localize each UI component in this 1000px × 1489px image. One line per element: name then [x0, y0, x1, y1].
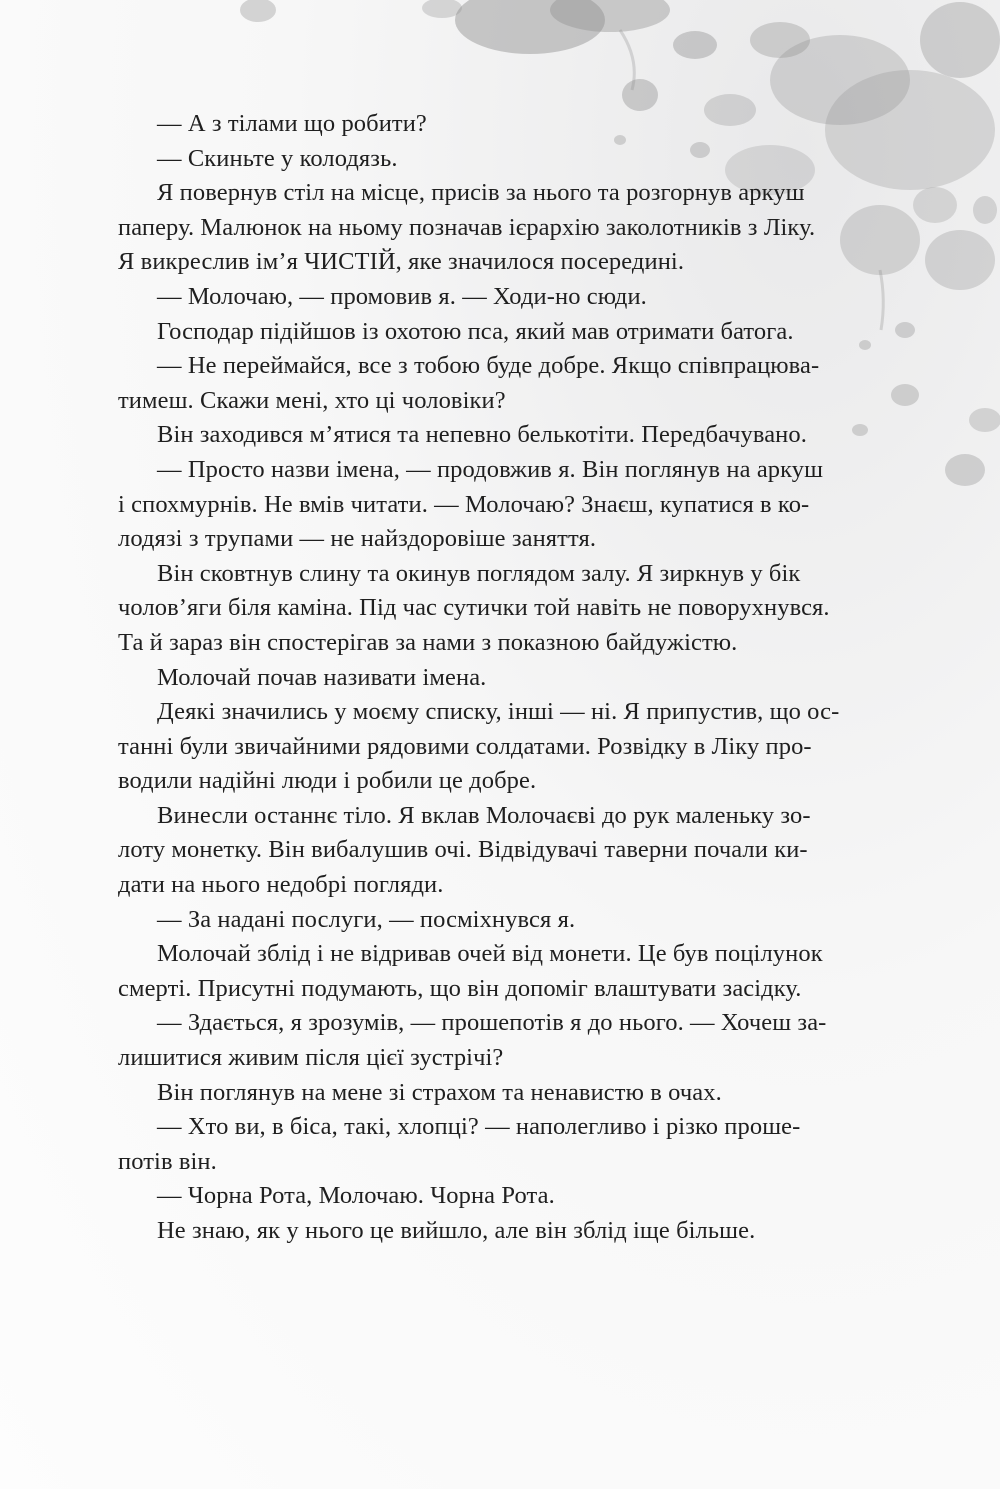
paragraph: Господар підійшов із охотою пса, який мав отримати батога. — [157, 317, 794, 345]
paragraph: — Молочаю, — промовив я. — Ходи-но сюди. — [157, 282, 647, 310]
paragraph: Я повернув стіл на місце, присів за нього та розгорнув аркуш паперу. Малюнок на ньому позначав ієрархію заколотників з Ліку. Я викреслив ім’я ЧИСТІЙ, яке значилося посередині. — [118, 179, 816, 276]
paragraph: Деякі значились у моєму списку, інші — ні. Я припустив, що ос- танні були звичайними рядовими солдатами. Розвідку в Ліку про- водили надійні люди і робили це добре. — [118, 698, 840, 795]
paragraph: — Чорна Рота, Молочаю. Чорна Рота. — [157, 1182, 555, 1210]
page-text — [118, 107, 873, 1249]
paragraph: — Скиньте у колодязь. — [157, 144, 398, 172]
paragraph: — Не переймайся, все з тобою буде добре. Якщо співпрацюва- тимеш. Скажи мені, хто ці чоловіки? — [118, 352, 820, 414]
paragraph: Він сковтнув слину та окинув поглядом залу. Я зиркнув у бік чолов’яги біля каміна. Під час сутички той навіть не поворухнувся. Та й зараз він спостерігав за нами з показною байдужістю. — [118, 559, 830, 656]
paragraph: Він заходився м’ятися та непевно белькотіти. Передбачувано. — [157, 421, 807, 449]
paragraph: — Просто назви імена, — продовжив я. Він поглянув на аркуш і спохмурнів. Не вмів читати. — Молочаю? Знаєш, купатися в ко- лодязі з трупами — не найздоровіше заняття. — [118, 455, 824, 553]
paragraph: — Здається, я зрозумів, — прошепотів я до нього. — Хочеш за- лишитися живим після цієї зустрічі? — [118, 1009, 827, 1072]
paragraph: Не знаю, як у нього це вийшло, але він зблід іще більше. — [157, 1217, 756, 1244]
paragraph: — А з тілами що робити? — [157, 110, 427, 137]
paragraph: — Хто ви, в біса, такі, хлопці? — наполегливо і різко проше- потів він. — [118, 1113, 801, 1175]
paragraph: Молочай зблід і не відривав очей від монети. Це був поцілунок смерті. Присутні подумають, що він допоміг влаштувати засідку. — [118, 940, 823, 1002]
paragraph: Молочай почав називати імена. — [157, 663, 487, 691]
paragraph: — За надані послуги, — посміхнувся я. — [157, 905, 576, 933]
paragraph: Він поглянув на мене зі страхом та ненавистю в очах. — [157, 1078, 722, 1106]
paragraph: Винесли останнє тіло. Я вклав Молочаєві до рук маленьку зо- лоту монетку. Він вибалушив очі. Відвідувачі таверни почали ки- дати на нього недобрі погляди. — [118, 801, 811, 899]
